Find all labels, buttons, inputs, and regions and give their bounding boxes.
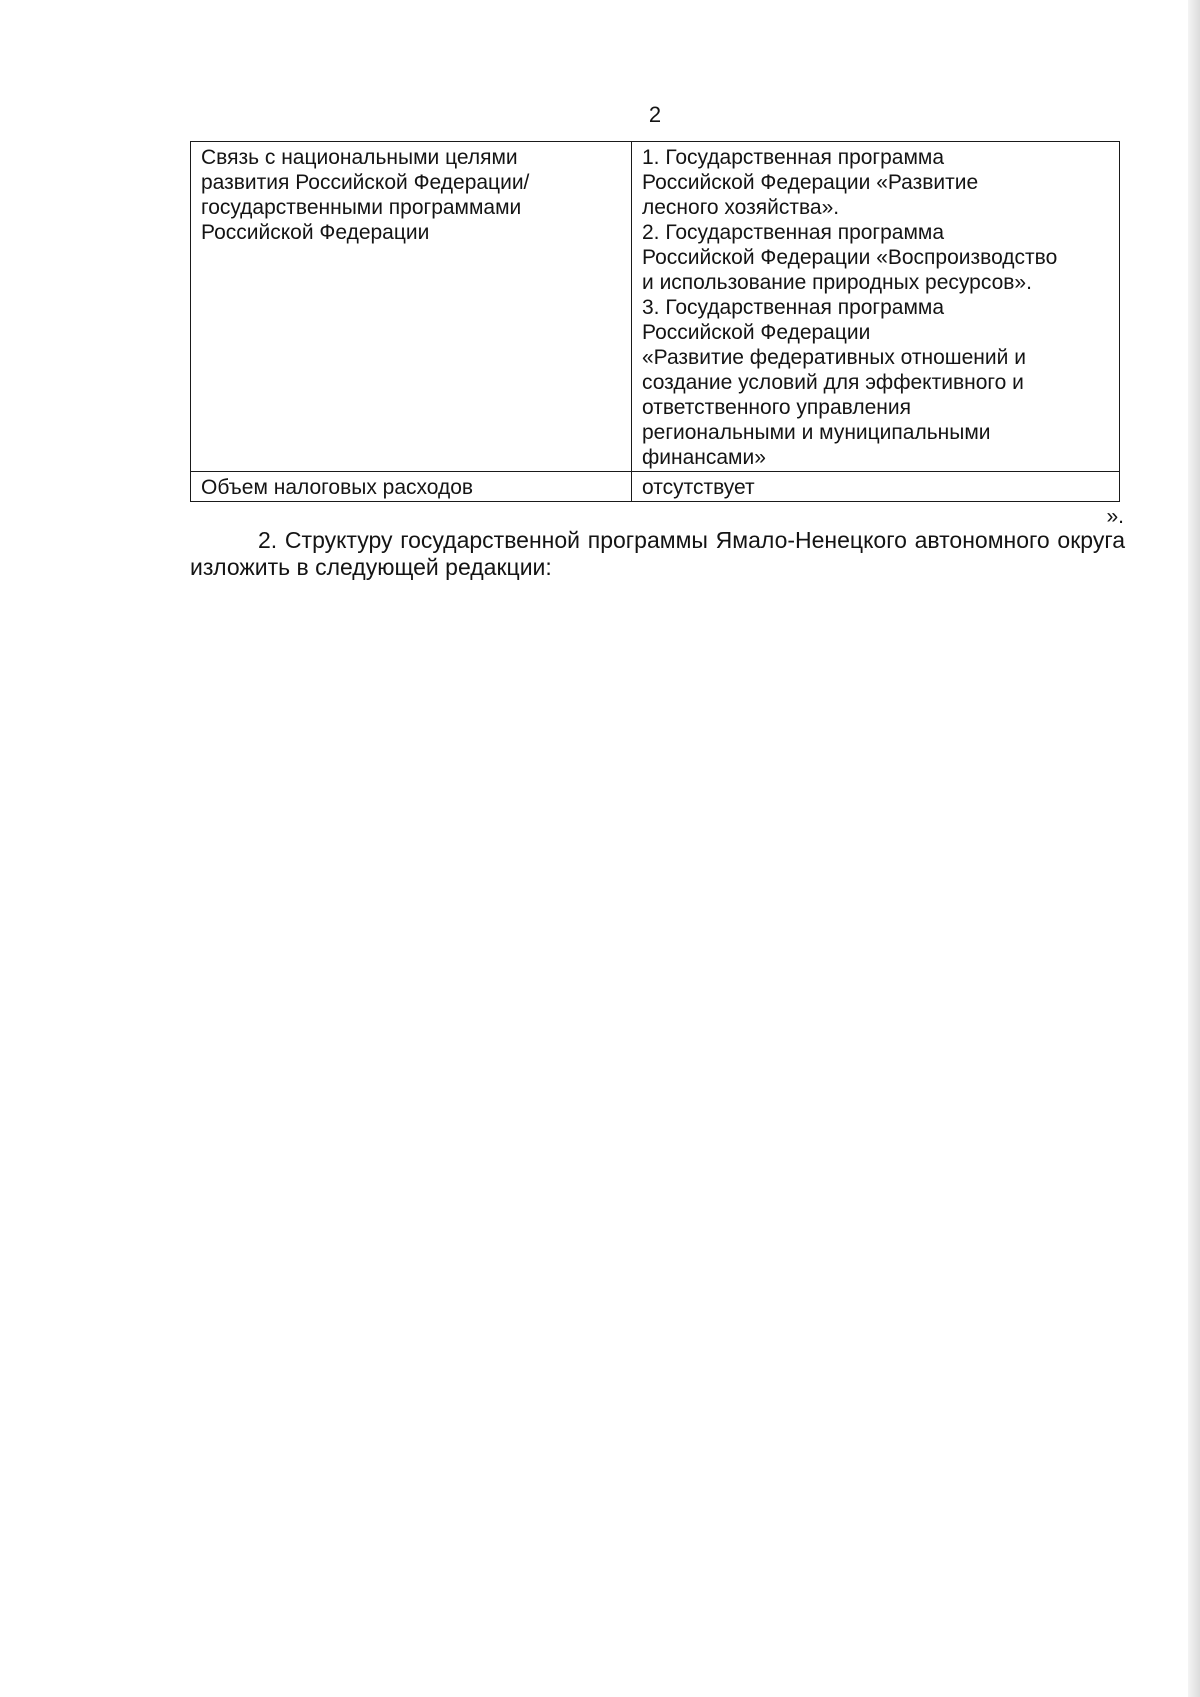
table-cell-value	[632, 142, 1120, 472]
page-number: 2	[648, 102, 662, 127]
page-edge-shadow	[1188, 0, 1200, 1697]
table-row	[191, 472, 1120, 502]
program-passport-table	[190, 141, 1120, 502]
table-row	[191, 142, 1120, 472]
row-label-national-goals: Связь с национальными целями развития Российской Федерации/ государственными программами Российской Федерации	[201, 146, 530, 244]
row-value-tax-expenses: отсутствует	[642, 476, 755, 499]
table-cell-value	[632, 472, 1120, 502]
row-value-state-programs: 1. Государственная программа Российской Федерации «Развитие лесного хозяйства». 2. Государственная программа Российской Федерации «Воспроизводство и использование природных ресурсов». 3. Государственная программа Российской Федерации «Развитие федеративных отношений и создание условий для эффективного и ответственного управления региональными и муниципальными финансами»	[642, 146, 1058, 469]
closing-quote: ».	[1106, 505, 1124, 528]
table-cell-label	[191, 142, 632, 472]
row-label-tax-expenses: Объем налоговых расходов	[201, 476, 474, 499]
body-paragraph: 2. Структуру государственной программы Ямало-Ненецкого автономного округа изложить в следующей редакции:	[190, 527, 1125, 580]
table-cell-label	[191, 472, 632, 502]
